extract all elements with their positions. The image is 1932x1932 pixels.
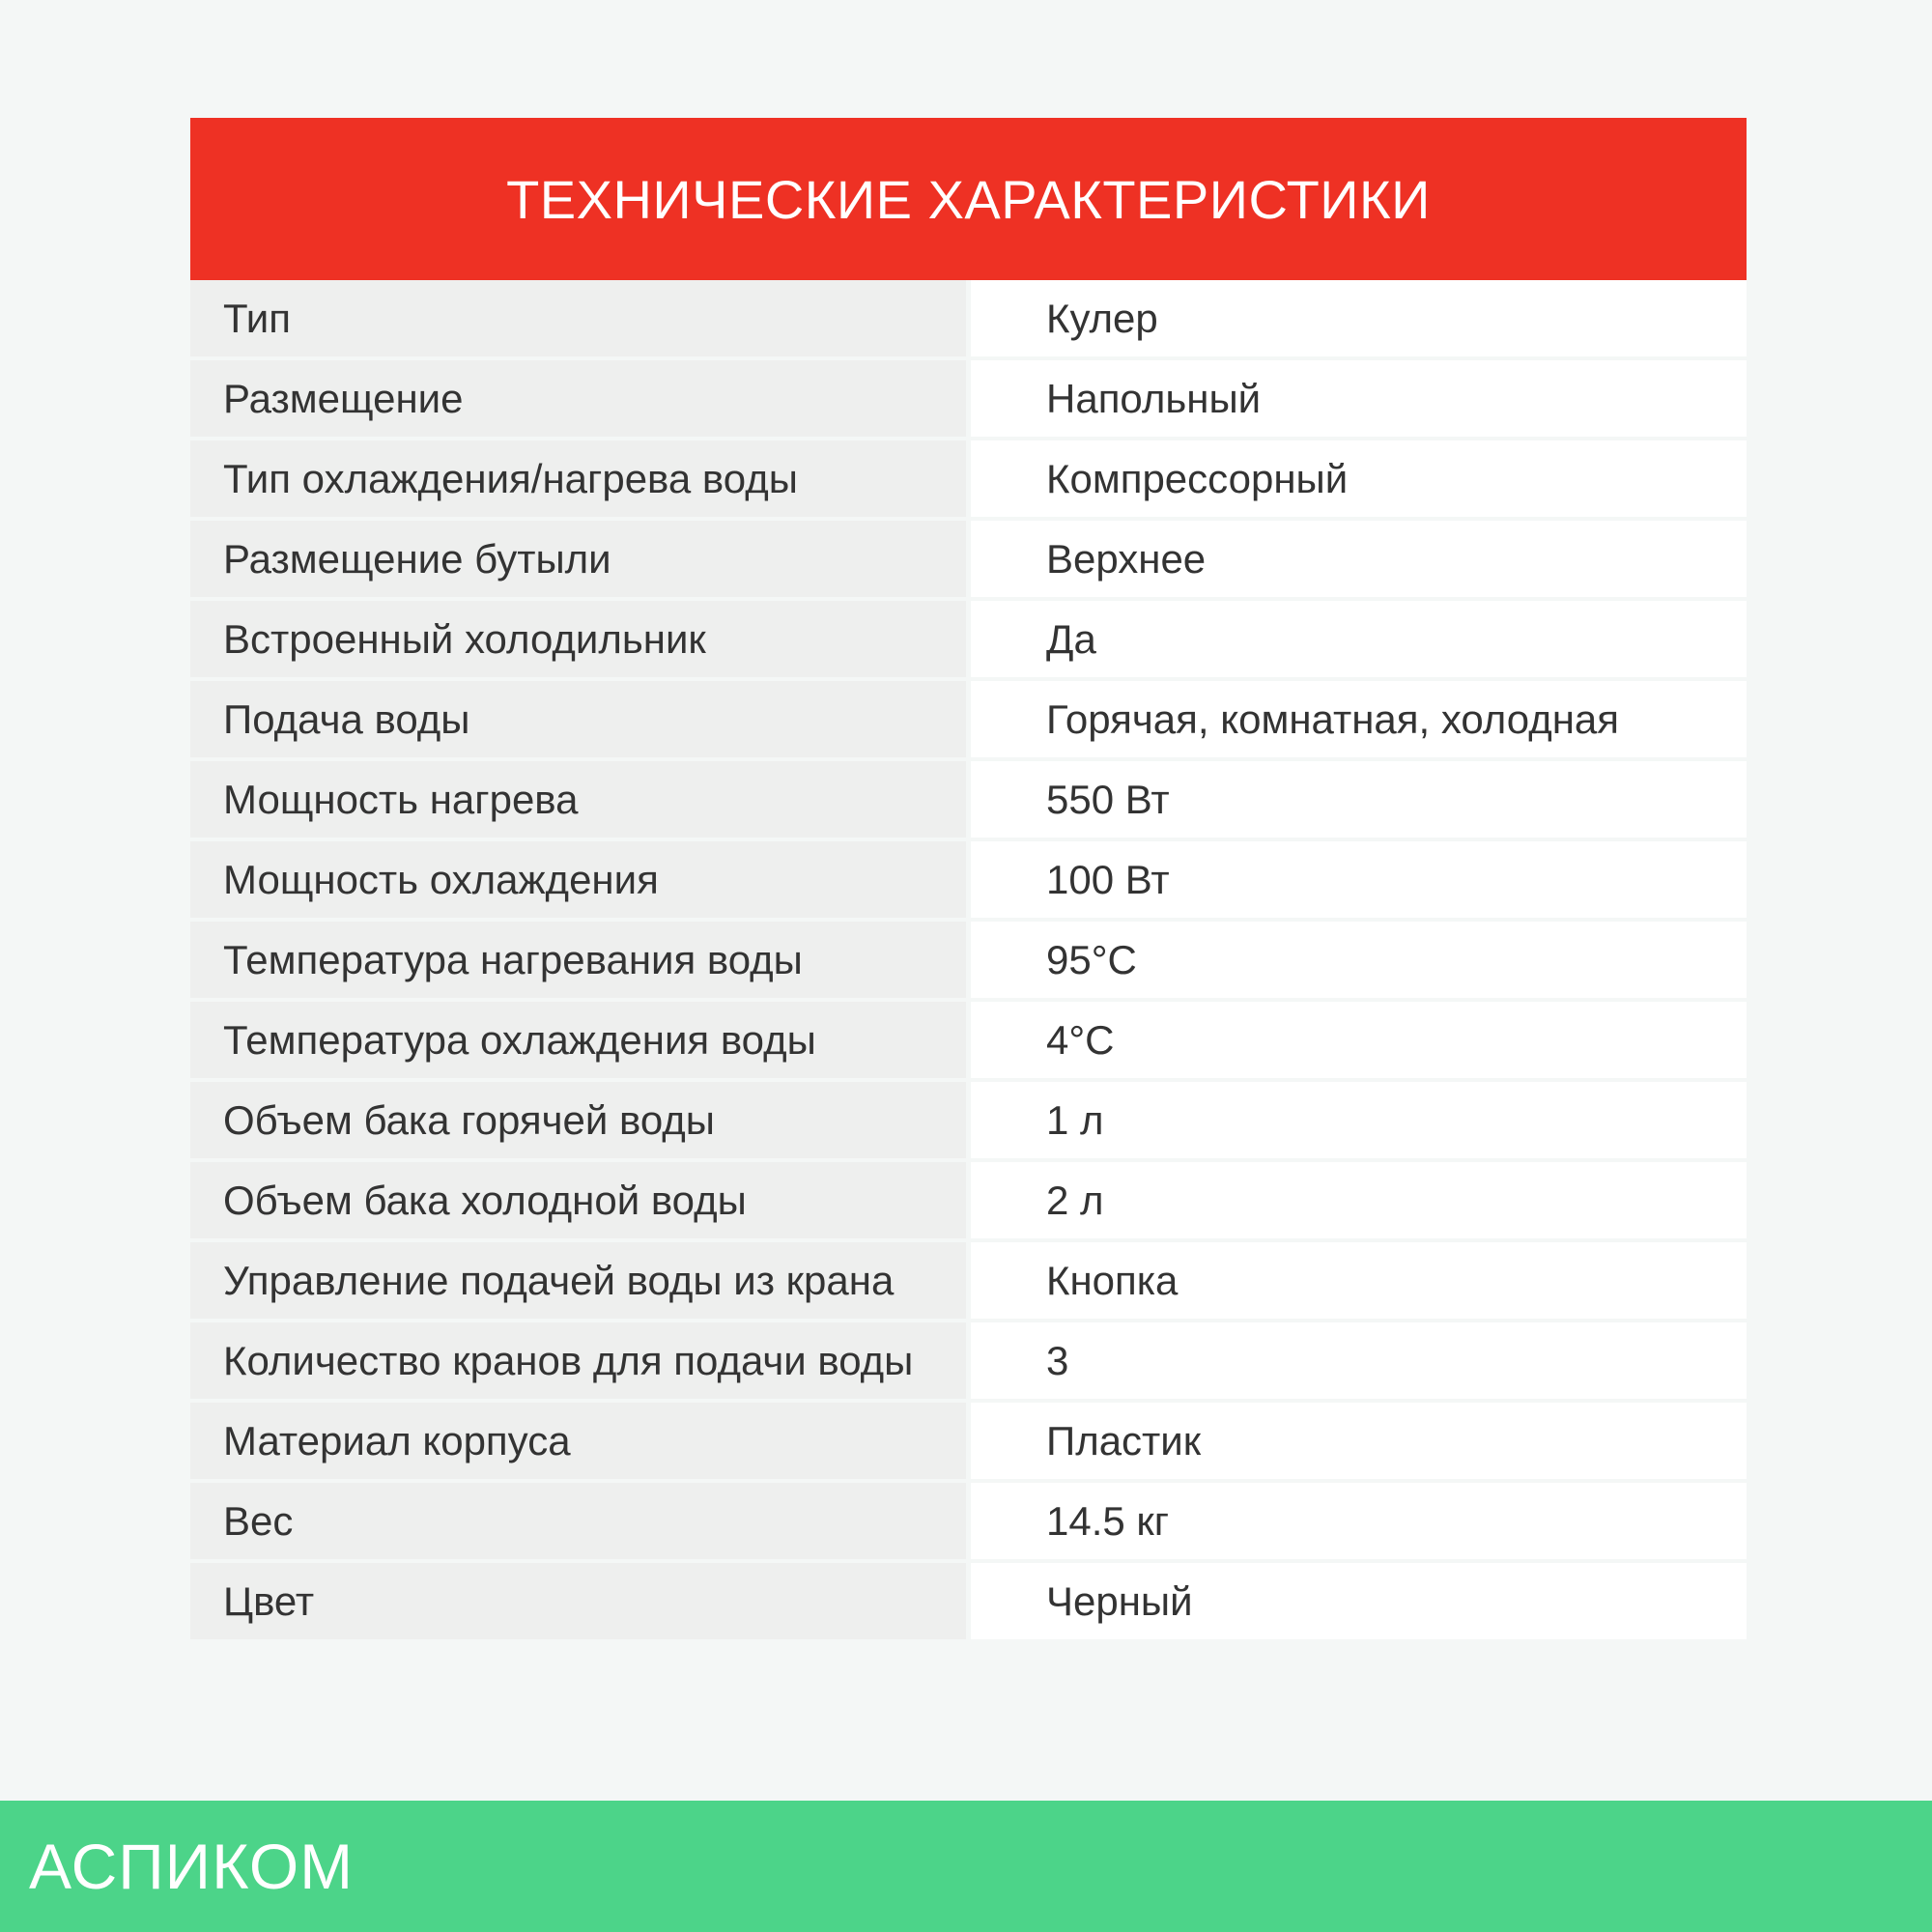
spec-value: 550 Вт bbox=[971, 761, 1747, 838]
spec-label: Объем бака горячей воды bbox=[190, 1082, 966, 1158]
spec-row-type bbox=[190, 280, 1747, 356]
spec-row-cooling-power bbox=[190, 841, 1747, 918]
spec-label: Количество кранов для подачи воды bbox=[190, 1322, 966, 1399]
spec-value: Кнопка bbox=[971, 1242, 1747, 1319]
spec-row-fridge bbox=[190, 601, 1747, 677]
spec-label: Тип охлаждения/нагрева воды bbox=[190, 440, 966, 517]
spec-label: Мощность нагрева bbox=[190, 761, 966, 838]
spec-label: Тип bbox=[190, 280, 966, 356]
spec-label: Материал корпуса bbox=[190, 1403, 966, 1479]
spec-row-cooling-temp bbox=[190, 1002, 1747, 1078]
spec-row-placement bbox=[190, 360, 1747, 437]
spec-row-cooling-type bbox=[190, 440, 1747, 517]
spec-label: Вес bbox=[190, 1483, 966, 1559]
spec-row-water-supply bbox=[190, 681, 1747, 757]
spec-value: Напольный bbox=[971, 360, 1747, 437]
specs-header bbox=[190, 118, 1747, 280]
spec-value: Черный bbox=[971, 1563, 1747, 1639]
spec-label: Объем бака холодной воды bbox=[190, 1162, 966, 1238]
spec-value: 95°C bbox=[971, 922, 1747, 998]
spec-label: Температура охлаждения воды bbox=[190, 1002, 966, 1078]
spec-value: Компрессорный bbox=[971, 440, 1747, 517]
spec-value: Горячая, комнатная, холодная bbox=[971, 681, 1747, 757]
spec-label: Подача воды bbox=[190, 681, 966, 757]
spec-row-tap-count bbox=[190, 1322, 1747, 1399]
spec-row-heating-power bbox=[190, 761, 1747, 838]
spec-row-color bbox=[190, 1563, 1747, 1639]
spec-value: 4°C bbox=[971, 1002, 1747, 1078]
spec-row-tap-control bbox=[190, 1242, 1747, 1319]
spec-value: 1 л bbox=[971, 1082, 1747, 1158]
specs-table bbox=[190, 118, 1747, 1639]
spec-label: Размещение бутыли bbox=[190, 521, 966, 597]
spec-value: Верхнее bbox=[971, 521, 1747, 597]
spec-row-body-material bbox=[190, 1403, 1747, 1479]
spec-value: 2 л bbox=[971, 1162, 1747, 1238]
spec-label: Встроенный холодильник bbox=[190, 601, 966, 677]
spec-row-heating-temp bbox=[190, 922, 1747, 998]
specs-title: ТЕХНИЧЕСКИЕ ХАРАКТЕРИСТИКИ bbox=[506, 168, 1431, 230]
spec-label: Управление подачей воды из крана bbox=[190, 1242, 966, 1319]
footer-bar bbox=[0, 1801, 1932, 1932]
spec-value: Кулер bbox=[971, 280, 1747, 356]
spec-value: 3 bbox=[971, 1322, 1747, 1399]
spec-row-bottle-placement bbox=[190, 521, 1747, 597]
spec-label: Температура нагревания воды bbox=[190, 922, 966, 998]
spec-value: 14.5 кг bbox=[971, 1483, 1747, 1559]
spec-row-weight bbox=[190, 1483, 1747, 1559]
spec-label: Мощность охлаждения bbox=[190, 841, 966, 918]
spec-label: Цвет bbox=[190, 1563, 966, 1639]
spec-value: 100 Вт bbox=[971, 841, 1747, 918]
brand-name: АСПИКОМ bbox=[29, 1831, 355, 1902]
spec-value: Да bbox=[971, 601, 1747, 677]
spec-label: Размещение bbox=[190, 360, 966, 437]
spec-row-cold-tank bbox=[190, 1162, 1747, 1238]
specs-body bbox=[190, 280, 1747, 1639]
spec-value: Пластик bbox=[971, 1403, 1747, 1479]
spec-row-hot-tank bbox=[190, 1082, 1747, 1158]
